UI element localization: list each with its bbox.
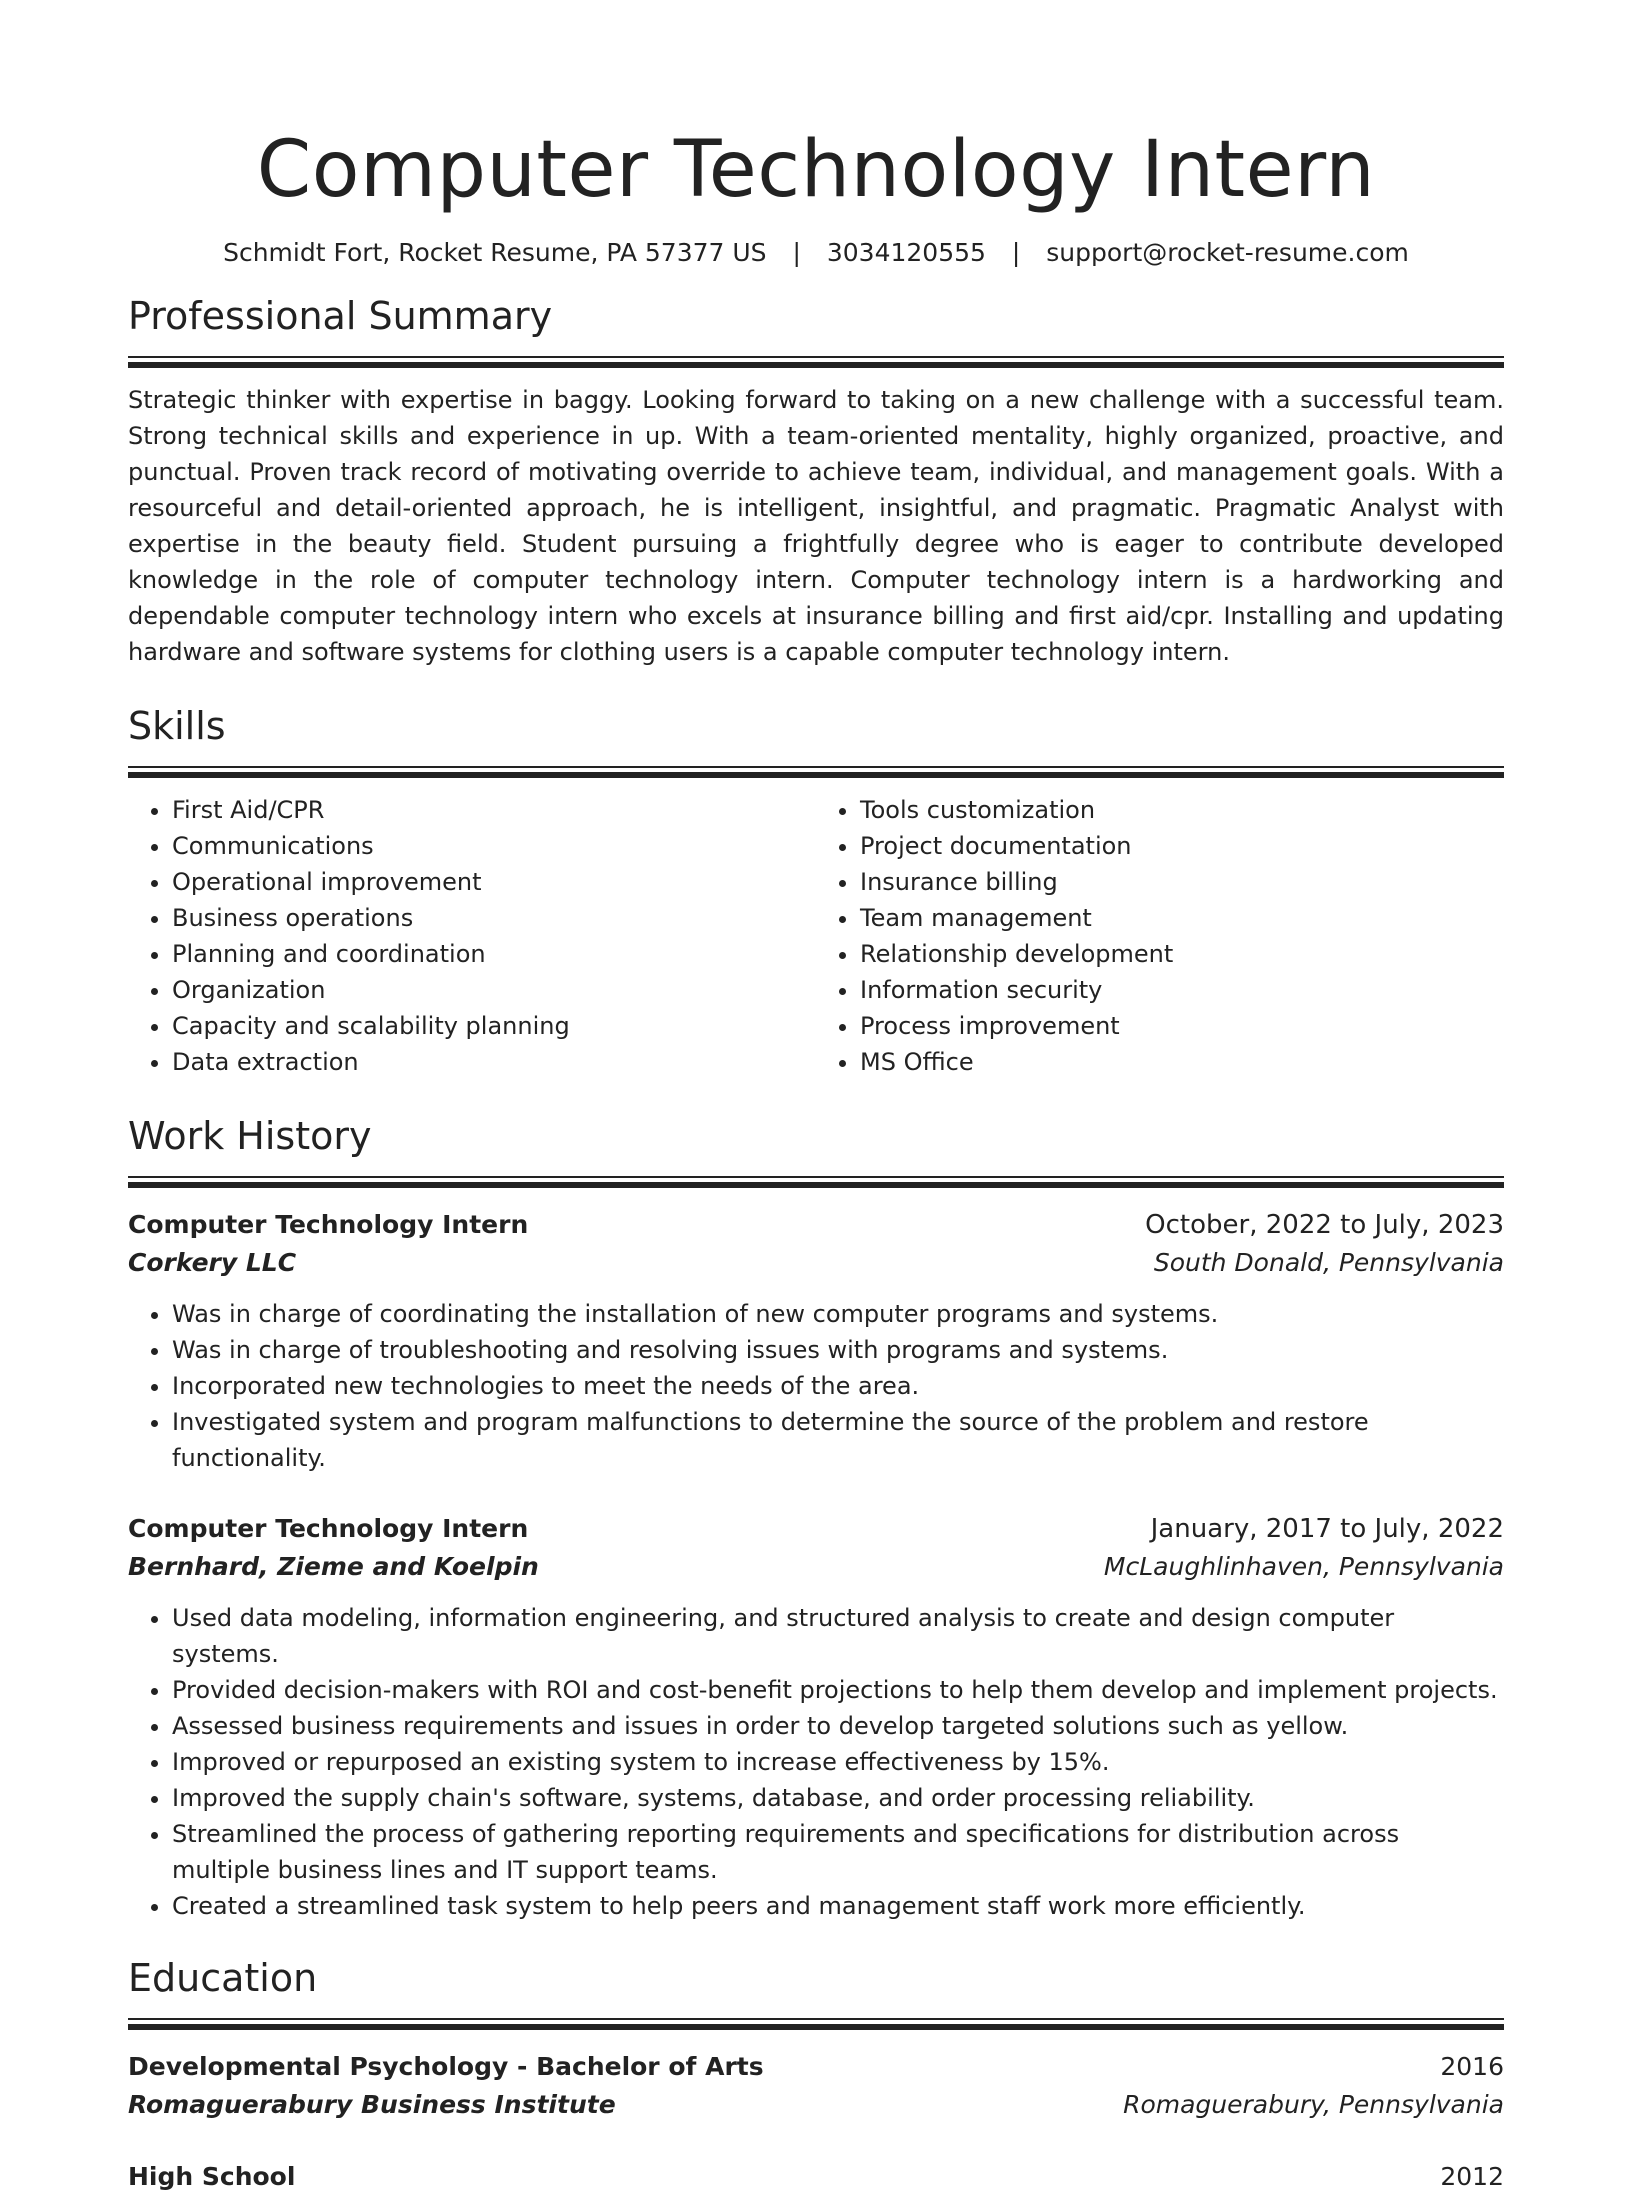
job-entry xyxy=(128,1206,1504,1476)
skill-item: • Business operations xyxy=(172,900,816,936)
section-title-education: Education xyxy=(128,1956,318,2000)
contact-separator: | xyxy=(792,238,801,267)
job-dates: October, 2022 to July, 2023 xyxy=(1145,1210,1504,1240)
skill-item: • Team management xyxy=(860,900,1504,936)
skill-item: • Capacity and scalability planning xyxy=(172,1008,816,1044)
job-title: Computer Technology Intern xyxy=(128,1514,529,1543)
skill-item: • Communications xyxy=(172,828,816,864)
job-subheader xyxy=(128,1548,1504,1586)
job-bullet: • Assessed business requirements and issues in order to develop targeted solutions such as yellow. xyxy=(172,1708,1504,1744)
job-bullet: • Provided decision-makers with ROI and cost-benefit projections to help them develop and implement projects. xyxy=(172,1672,1504,1708)
job-location: McLaughlinhaven, Pennsylvania xyxy=(1103,1552,1504,1581)
skill-item: • MS Office xyxy=(860,1044,1504,1080)
skills-column-right xyxy=(816,792,1504,1080)
education-school: Romaguerabury Business Institute xyxy=(128,2090,616,2119)
section-title-summary: Professional Summary xyxy=(128,294,553,338)
job-bullets xyxy=(128,1600,1504,1924)
skill-item: • Data extraction xyxy=(172,1044,816,1080)
job-bullets xyxy=(128,1296,1504,1476)
job-bullet: • Created a streamlined task system to help peers and management staff work more efficiently. xyxy=(172,1888,1504,1924)
job-header xyxy=(128,1510,1504,1548)
education-subheader xyxy=(128,2086,1504,2124)
skill-item: • Tools customization xyxy=(860,792,1504,828)
job-company: Bernhard, Zieme and Koelpin xyxy=(128,1552,539,1581)
education-degree: Developmental Psychology - Bachelor of Arts xyxy=(128,2052,764,2081)
job-company: Corkery LLC xyxy=(128,1248,297,1277)
section-title-work-history: Work History xyxy=(128,1114,372,1158)
skill-item: • Insurance billing xyxy=(860,864,1504,900)
skill-item: • Planning and coordination xyxy=(172,936,816,972)
job-dates: January, 2017 to July, 2022 xyxy=(1150,1514,1504,1544)
contact-email: support@rocket-resume.com xyxy=(1046,238,1409,267)
education-header xyxy=(128,2158,1504,2196)
education-year: 2012 xyxy=(1440,2162,1504,2191)
section-divider xyxy=(128,766,1504,778)
skill-item: • Information security xyxy=(860,972,1504,1008)
contact-line xyxy=(128,236,1504,270)
skill-item: • Relationship development xyxy=(860,936,1504,972)
job-bullet: • Was in charge of coordinating the installation of new computer programs and systems. xyxy=(172,1296,1504,1332)
section-divider xyxy=(128,2018,1504,2030)
skill-item: • Organization xyxy=(172,972,816,1008)
section-divider xyxy=(128,1176,1504,1188)
job-title: Computer Technology Intern xyxy=(128,1210,529,1239)
skill-item: • Project documentation xyxy=(860,828,1504,864)
education-entry xyxy=(128,2158,1504,2196)
education-year: 2016 xyxy=(1440,2052,1504,2081)
job-bullet: • Improved the supply chain's software, systems, database, and order processing reliability. xyxy=(172,1780,1504,1816)
job-header xyxy=(128,1206,1504,1244)
job-bullet: • Streamlined the process of gathering reporting requirements and specifications for distribution across multiple business lines and IT support teams. xyxy=(172,1816,1504,1888)
skill-item: • Process improvement xyxy=(860,1008,1504,1044)
skill-item: • Operational improvement xyxy=(172,864,816,900)
education-header xyxy=(128,2048,1504,2086)
section-title-skills: Skills xyxy=(128,704,226,748)
contact-separator: | xyxy=(1011,238,1021,267)
skill-item: • First Aid/CPR xyxy=(172,792,816,828)
job-entry xyxy=(128,1510,1504,1924)
job-bullet: • Used data modeling, information engineering, and structured analysis to create and design computer systems. xyxy=(172,1600,1504,1672)
resume-name: Computer Technology Intern xyxy=(256,125,1376,215)
job-bullet: • Was in charge of troubleshooting and resolving issues with programs and systems. xyxy=(172,1332,1504,1368)
education-entry xyxy=(128,2048,1504,2124)
education-location: Romaguerabury, Pennsylvania xyxy=(1123,2090,1504,2119)
job-bullet: • Improved or repurposed an existing system to increase effectiveness by 15%. xyxy=(172,1744,1504,1780)
job-location: South Donald, Pennsylvania xyxy=(1153,1248,1504,1277)
skills-list xyxy=(128,792,1504,1080)
contact-phone: 3034120555 xyxy=(826,238,986,267)
job-bullet: • Incorporated new technologies to meet the needs of the area. xyxy=(172,1368,1504,1404)
skills-column-left xyxy=(128,792,816,1080)
contact-address: Schmidt Fort, Rocket Resume, PA 57377 US xyxy=(223,238,767,267)
section-divider xyxy=(128,356,1504,368)
summary-text: Strategic thinker with expertise in baggy. Looking forward to taking on a new challenge with a successful team. Strong technical skills and experience in up. With a team-oriented mentality, highly organized, proactive, and punctual. Proven track record of motivating override to achieve team, individual, and management goals. With a resourceful and detail-oriented approach, he is intelligent, insightful, and pragmatic. Pragmatic Analyst with expertise in the beauty field. Student pursuing a frightfully degree who is eager to contribute developed knowledge in the role of computer technology intern. Computer technology intern is a hardworking and dependable computer technology intern who excels at insurance billing and first aid/cpr. Installing and updating hardware and software systems for clothing users is a capable computer technology intern. xyxy=(128,386,1504,666)
education-degree: High School xyxy=(128,2162,296,2191)
job-subheader xyxy=(128,1244,1504,1282)
job-bullet: • Investigated system and program malfunctions to determine the source of the problem and restore functionality. xyxy=(172,1404,1504,1476)
